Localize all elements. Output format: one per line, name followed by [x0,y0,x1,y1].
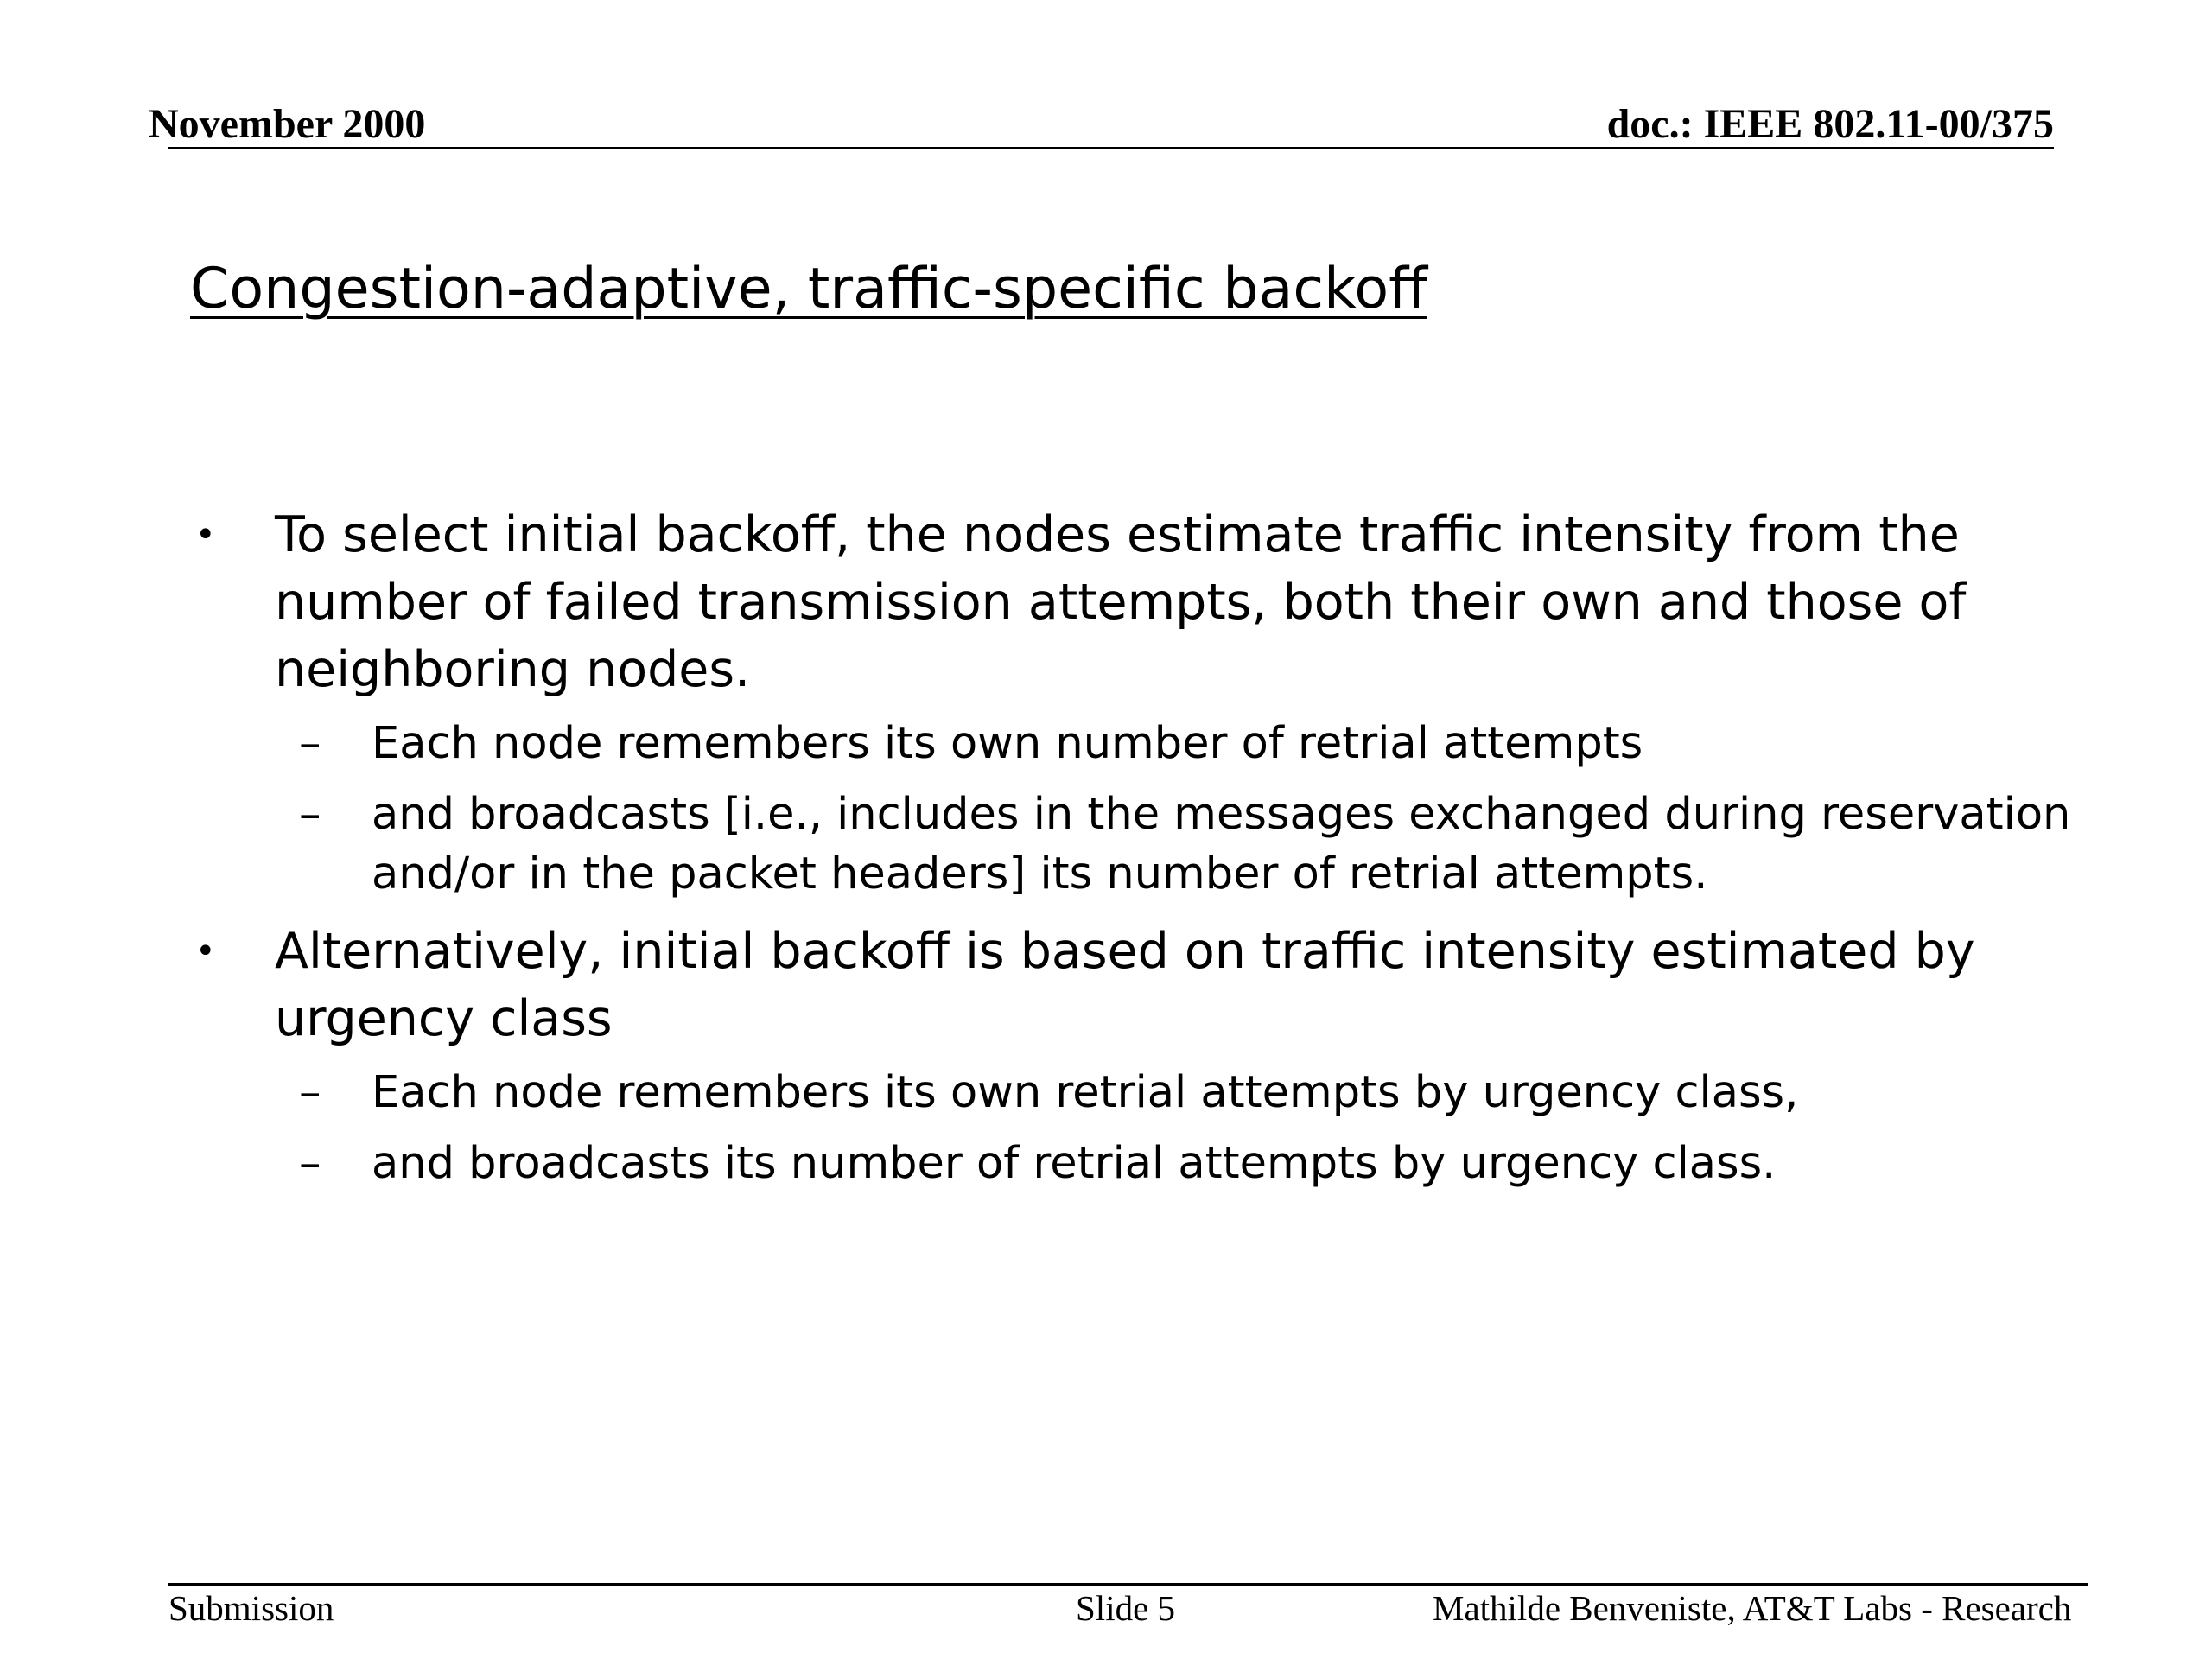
bullet-text: To select initial backoff, the nodes estimate traffic intensity from the number of failed transmission attempts, both their own and those of neighboring nodes. [275,506,1967,698]
sub-text: Each node remembers its own retrial attempts by urgency class, [372,1067,1799,1118]
bullet-text: Alternatively, initial backoff is based on traffic intensity estimated by urgency class [275,923,1975,1047]
sub-text: and broadcasts its number of retrial attempts by urgency class. [372,1138,1777,1189]
header-divider [168,147,2054,149]
sub-item [187,1134,2079,1193]
sub-text: Each node remembers its own number of retrial attempts [372,718,1643,769]
slide-content [187,501,2079,1193]
footer-slide-number: Slide 5 [1076,1588,1176,1628]
bullet-marker: • [195,931,216,971]
bullet-marker: • [195,515,216,555]
sub-marker: – [299,789,321,840]
sub-marker: – [299,1138,321,1189]
header-doc-id: doc.: IEEE 802.11-00/375 [1606,101,2054,147]
header-date: November 2000 [149,101,426,147]
sub-item [187,714,2079,773]
bullet-item [187,501,2079,703]
footer-author: Mathilde Benveniste, AT&T Labs - Research [1433,1588,2072,1628]
sub-item [187,1063,2079,1122]
slide-title: Congestion-adaptive, traffic-specific backoff [190,257,1427,321]
footer-divider [168,1583,2088,1586]
sub-item [187,785,2079,904]
bullet-item [187,918,2079,1052]
sub-marker: – [299,1067,321,1118]
sub-text: and broadcasts [i.e., includes in the messages exchanged during reservation and/or in the packet headers] its number of retrial attempts. [372,789,2071,899]
footer-submission: Submission [168,1588,334,1628]
sub-marker: – [299,718,321,769]
